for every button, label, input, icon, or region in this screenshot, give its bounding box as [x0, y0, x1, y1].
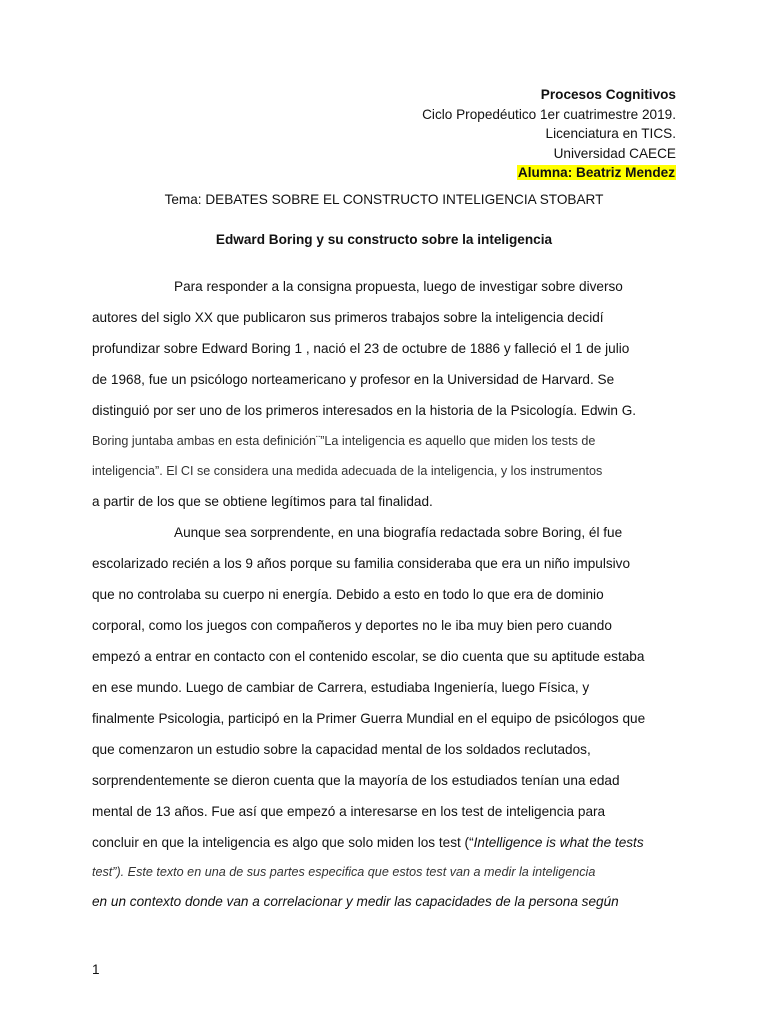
document-header — [422, 85, 676, 183]
page-number: 1 — [92, 962, 100, 977]
paragraph-line: de 1968, fue un psicólogo norteamericano y profesor en la Universidad de Harvard. Se — [92, 372, 615, 387]
paragraph-line: autores del siglo XX que publicaron sus primeros trabajos sobre la inteligencia decidí — [92, 310, 604, 325]
university-text: Universidad CAECE — [553, 145, 676, 161]
paragraph-line: inteligencia”. El CI se considera una medida adecuada de la inteligencia, y los instrumentos — [92, 464, 603, 478]
cycle-text: Ciclo Propedéutico 1er cuatrimestre 2019. — [422, 106, 676, 122]
quote-lead-text: concluir en que la inteligencia es algo que solo miden los test (“ — [92, 835, 474, 850]
essay-subtitle: Edward Boring y su constructo sobre la inteligencia — [215, 232, 553, 247]
paragraph-line: distinguió por ser uno de los primeros interesados en la historia de la Psicología. Edwin G. — [92, 403, 637, 418]
paragraph-line: sorprendentemente se dieron cuenta que la mayoría de los estudiados tenían una edad — [92, 773, 620, 788]
paragraph-line: escolarizado recién a los 9 años porque su familia consideraba que era un niño impulsivo — [92, 556, 631, 571]
course-title: Procesos Cognitivos — [540, 87, 676, 102]
paragraph-line: Boring juntaba ambas en esta definición¨”La inteligencia es aquello que miden los tests de — [92, 434, 596, 448]
paragraph-line: finalmente Psicologia, participó en la Primer Guerra Mundial en el equipo de psicólogos que — [92, 711, 646, 726]
degree-text: Licenciatura en TICS. — [545, 126, 676, 141]
paragraph-line: test”). Este texto en una de sus partes especifica que estos test van a medir la inteligencia — [92, 865, 596, 879]
paragraph-line: a partir de los que se obtiene legítimos para tal finalidad. — [92, 494, 433, 509]
paragraph-line: mental de 13 años. Fue así que empezó a interesarse en los test de inteligencia para — [92, 804, 606, 819]
paragraph-line: empezó a entrar en contacto con el contenido escolar, se dio cuenta que su aptitude estaba — [92, 649, 645, 664]
paragraph-line — [92, 835, 644, 850]
paragraph-line: en ese mundo. Luego de cambiar de Carrera, estudiaba Ingeniería, luego Física, y — [92, 680, 590, 695]
paragraph-line: profundizar sobre Edward Boring 1 , nació el 23 de octubre de 1886 y falleció el 1 de julio — [92, 341, 630, 356]
paragraph-line: que no controlaba su cuerpo ni energía. Debido a esto en todo lo que era de dominio — [92, 587, 604, 602]
topic-line: Tema: DEBATES SOBRE EL CONSTRUCTO INTELIGENCIA STOBART — [164, 192, 604, 207]
paragraph-line: en un contexto donde van a correlacionar y medir las capacidades de la persona según — [92, 894, 619, 909]
paragraph-line: que comenzaron un estudio sobre la capacidad mental de los soldados reclutados, — [92, 742, 591, 757]
paragraph-line: Para responder a la consigna propuesta, luego de investigar sobre diverso — [174, 279, 623, 294]
quote-italic-text: Intelligence is what the tests — [473, 835, 644, 850]
paragraph-line: Aunque sea sorprendente, en una biografía redactada sobre Boring, él fue — [174, 525, 623, 540]
paragraph-line: corporal, como los juegos con compañeros y deportes no le iba muy bien pero cuando — [92, 618, 612, 633]
student-name-highlight: Alumna: Beatriz Mendez — [517, 165, 675, 180]
